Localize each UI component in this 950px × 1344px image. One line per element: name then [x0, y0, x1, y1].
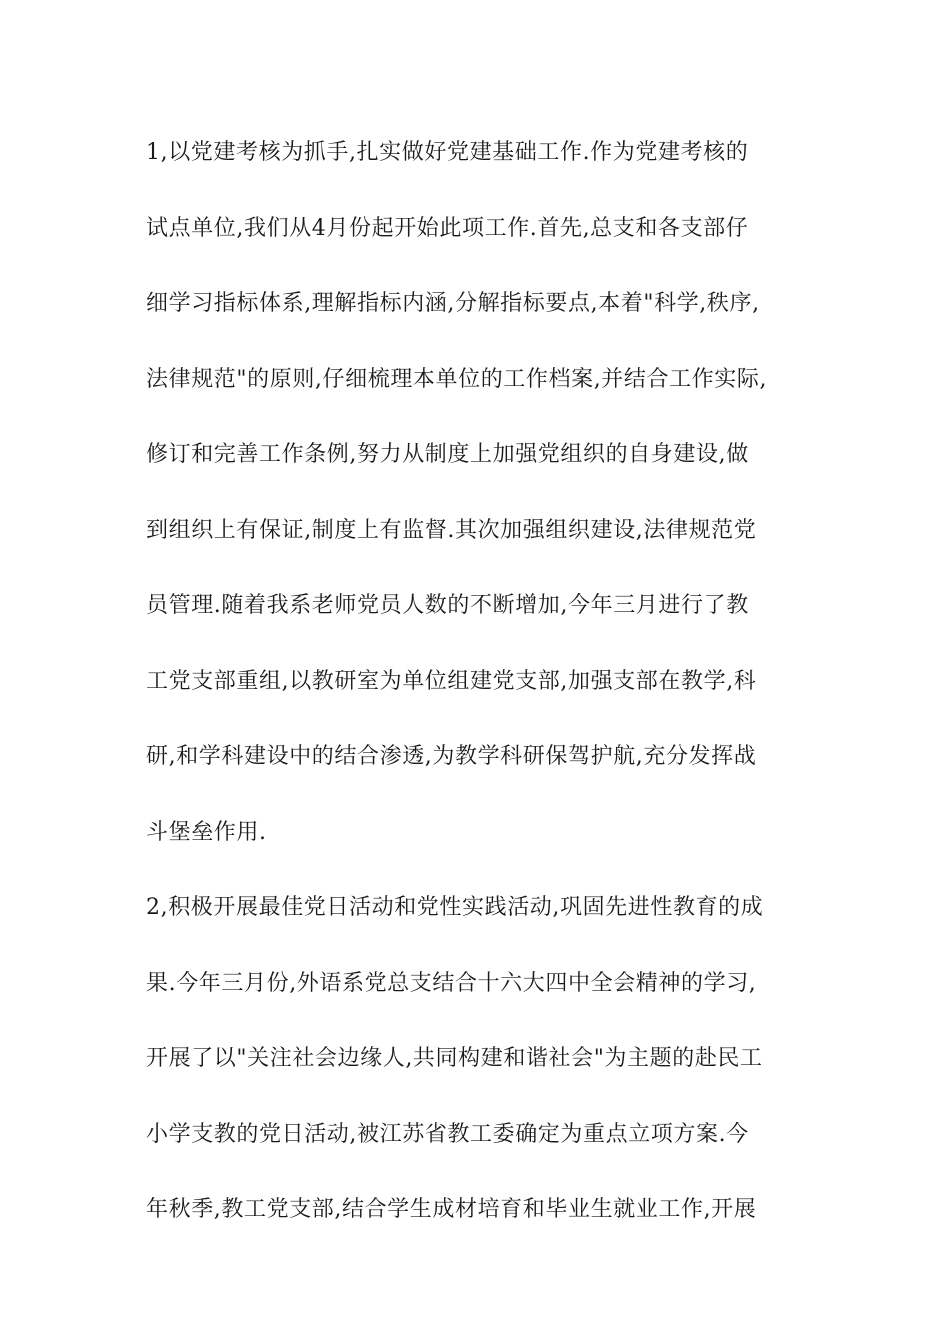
paragraph-2-line: 2,积极开展最佳党日活动和党性实践活动,巩固先进性教育的成 [146, 895, 764, 920]
paragraph-1-line: 到组织上有保证,制度上有监督.其次加强组织建设,法律规范党 [146, 517, 757, 543]
paragraph-1-line: 1,以党建考核为抓手,扎实做好党建基础工作.作为党建考核的 [146, 140, 749, 165]
document-body [146, 131, 826, 1264]
paragraph-1-line: 斗堡垒作用. [146, 819, 267, 845]
paragraph-1-line: 修订和完善工作条例,努力从制度上加强党组织的自身建设,做 [146, 442, 749, 467]
paragraph-1-line: 工党支部重组,以教研室为单位组建党支部,加强支部在教学,科 [146, 668, 757, 694]
paragraph-1-line: 试点单位,我们从4月份起开始此项工作.首先,总支和各支部仔 [146, 215, 749, 241]
paragraph-1-line: 研,和学科建设中的结合渗透,为教学科研保驾护航,充分发挥战 [146, 744, 757, 769]
paragraph-2-line: 年秋季,教工党支部,结合学生成材培育和毕业生就业工作,开展 [146, 1197, 757, 1222]
paragraph-2-line: 开展了以"关注社会边缘人,共同构建和谐社会"为主题的赴民工 [146, 1046, 763, 1071]
paragraph-2-line: 小学支教的党日活动,被江苏省教工委确定为重点立项方案.今 [146, 1121, 749, 1147]
paragraph-1-line: 细学习指标体系,理解指标内涵,分解指标要点,本着"科学,秩序, [146, 291, 760, 316]
paragraph-1-line: 法律规范"的原则,仔细梳理本单位的工作档案,并结合工作实际, [146, 366, 768, 392]
paragraph-1-line: 员管理.随着我系老师党员人数的不断增加,今年三月进行了教 [146, 593, 749, 618]
paragraph-2-line: 果.今年三月份,外语系党总支结合十六大四中全会精神的学习, [146, 970, 757, 996]
